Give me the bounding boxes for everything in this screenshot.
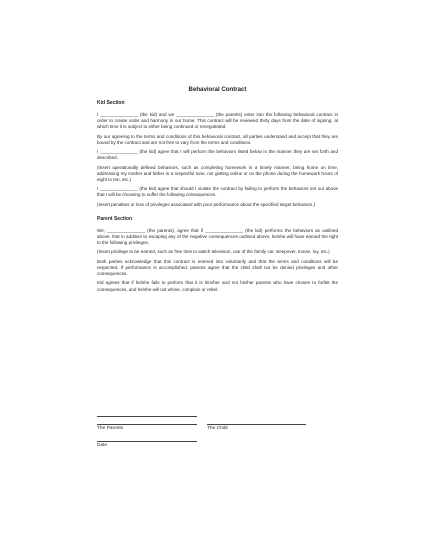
kid-paragraph-penalties-insert: (Insert penalties or loss of privileges associated with poor performance about the specified target behaviors.) — [97, 201, 316, 207]
parent-paragraph-kid-agreement: Kid agrees that if he/she fails to perform that it is him/her and not his/her parents who have chosen to forfeit the consequences, and he/she will not whine, complain or rebel. — [97, 280, 338, 292]
contract-body — [97, 86, 338, 296]
kid-paragraph-agreement: By our agreeing to the terms and conditions of this behavioral contract, all parties understand and accept that they are bound by the contract and are not free to vary from the terms and conditions. — [97, 133, 338, 145]
parents-signature-line-lower — [97, 424, 197, 425]
parent-paragraph-acknowledgement: Both parties acknowledge that this contract is entered into voluntarily and that the terms and conditions will be respected. If performance is accomplished, parents agree that the child shall not be denied privileges and other consequences. — [97, 258, 338, 277]
date-line — [97, 441, 197, 442]
child-signature-line — [207, 424, 306, 425]
parent-paragraph-privileges-insert: (Insert privilege to be earned, such as free time to watch television, use of the family car, sleepover, movie, toy, etc.) — [97, 249, 330, 255]
kid-paragraph-intro: I _______________ (the kid) and we _______________ (the parents) enter into the following behavioral contract in order to create order and harmony in our home. This contract will be reviewed thirty days from the date of signing, at which time it is subject to either being continued or renegotiated. — [97, 112, 338, 130]
parents-signature-line — [97, 416, 197, 417]
parent-section-heading: Parent Section — [97, 215, 133, 222]
kid-paragraph-consequences: I _______________ (the kid) agree that should I violate the contract by failing to perform the behaviors set out above that I will be choosing to suffer the following consequences. — [97, 186, 338, 198]
kid-section-heading: Kid Section — [97, 100, 125, 106]
parents-label: The Parents — [97, 426, 124, 431]
document-title: Behavioral Contract — [188, 86, 247, 93]
kid-paragraph-behaviors-insert: (Insert operationally defined behaviors, such as completing homework in a timely manner, being home on time, addressing my mother and father in a respectful tone, not getting online or on the phone during the homework hours of eight to ten, etc.) — [97, 164, 338, 182]
signature-block — [97, 416, 338, 456]
date-label: Date — [97, 443, 108, 448]
child-label: The Child — [207, 426, 228, 431]
kid-paragraph-behaviors: I _______________ (the kid) agree that I will perform the behaviors listed below in the manner they are set forth and described. — [97, 149, 338, 161]
parent-paragraph-privileges: We, _______________ (the parents), agree that if _______________ (the kid) performs the behaviors as outlined above, that in addition to escaping any of the negative consequences outlined above, he/she will have earned the right to the following privileges. — [97, 227, 338, 246]
